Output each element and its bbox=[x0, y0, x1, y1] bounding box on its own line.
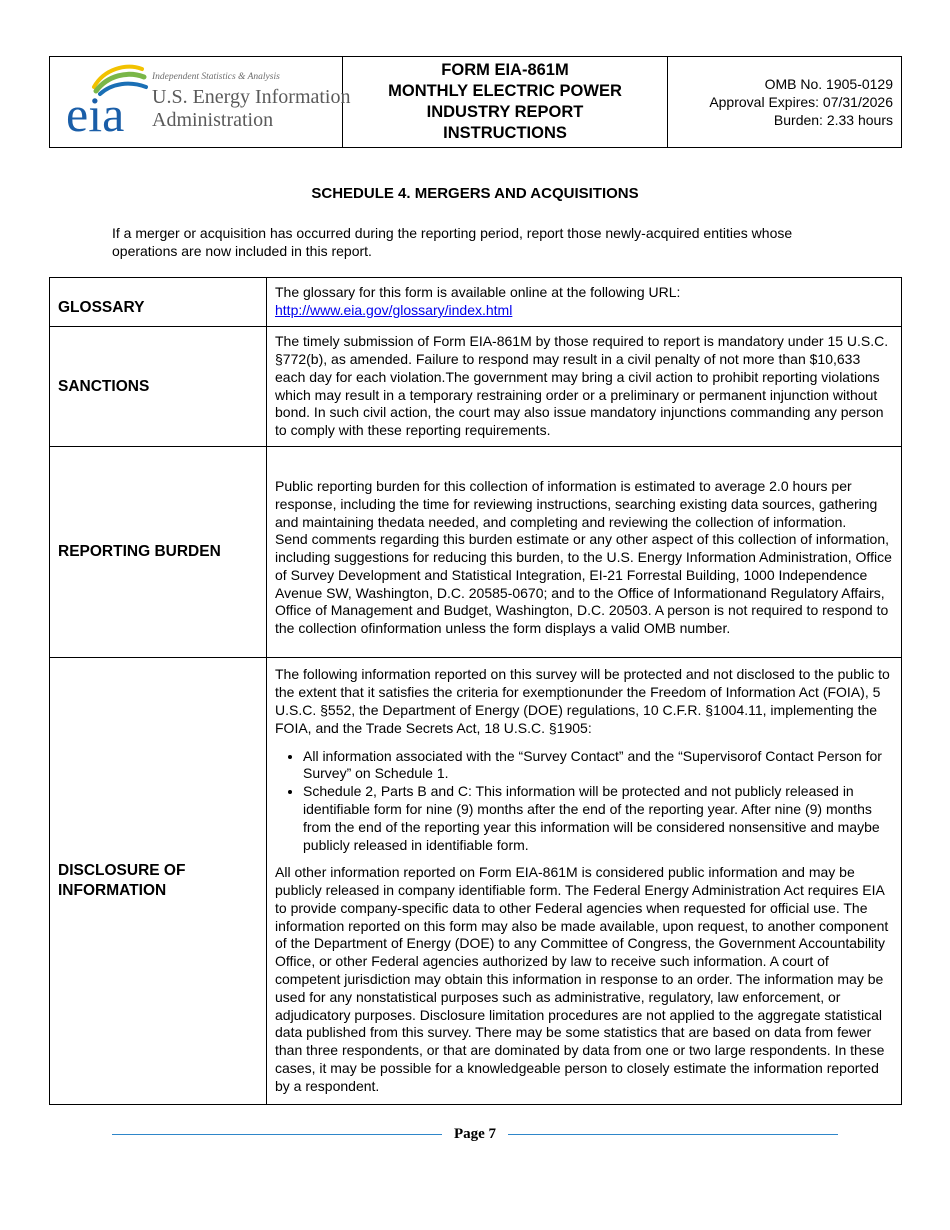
glossary-text: The glossary for this form is available online at the following URL: bbox=[275, 284, 681, 301]
sanctions-cell bbox=[267, 327, 902, 447]
info-table bbox=[49, 277, 902, 1105]
agency-name-line1: U.S. Energy Information bbox=[152, 86, 351, 108]
schedule-description: If a merger or acquisition has occurred during the reporting period, report those newly-acquired entities whose operations are now included in this report. bbox=[112, 225, 793, 259]
logo-text: eia bbox=[66, 86, 125, 142]
glossary-cell bbox=[267, 278, 902, 327]
disclosure-label-line2: INFORMATION bbox=[58, 882, 167, 899]
form-title-line: INDUSTRY REPORT bbox=[426, 103, 584, 121]
schedule-title: SCHEDULE 4. MERGERS AND ACQUISITIONS bbox=[311, 185, 639, 202]
agency-name-line2: Administration bbox=[152, 109, 274, 131]
agency-name bbox=[152, 86, 351, 132]
footer-rule-left bbox=[112, 1134, 442, 1135]
list-item: • All information associated with the “Survey Contact” and the “Supervisorof Contact Person for Survey” on Schedule 1. bbox=[303, 748, 893, 784]
form-header bbox=[49, 56, 902, 148]
reporting-burden-cell bbox=[267, 447, 902, 658]
sanctions-label: SANCTIONS bbox=[50, 327, 267, 447]
form-title-line: FORM EIA-861M bbox=[441, 61, 569, 79]
omb-number: OMB No. 1905-0129 bbox=[764, 76, 893, 92]
table-row-sanctions bbox=[50, 327, 902, 447]
reporting-burden-para1: Public reporting burden for this collection of information is estimated to average 2.0 hours per response, including the time for reviewing instructions, searching existing data sources, gathering and maintaining thedata needed, and completing and reviewing the collection of information. bbox=[275, 477, 878, 530]
table-row-glossary bbox=[50, 278, 902, 327]
burden-hours: Burden: 2.33 hours bbox=[773, 112, 893, 128]
disclosure-cell bbox=[267, 658, 902, 1105]
disclosure-intro: The following information reported on this survey will be protected and not disclosed to the public to the extent that it satisfies the criteria for exemptionunder the Freedom of Information Act (FOIA), 5 U.S.C. §552, the Department of Energy (DOE) regulations, 10 C.F.R. §1004.11, implementing the FOIA, and the Trade Secrets Act, 18 U.S.C. §1905: bbox=[275, 666, 890, 736]
disclosure-bullet-list bbox=[275, 748, 893, 855]
sanctions-text: The timely submission of Form EIA-861M by those required to report is mandatory under 15 U.S.C. §772(b), as amended. Failure to respond may result in a civil penalty of not more than $10,633 each day for each violation.The government may bring a civil action to prohibit reporting violations which may result in a temporary restraining order or a preliminary or permanent injunction without bond. In such civil action, the court may also issue mandatory injunctions commanding any person to comply with these reporting requirements. bbox=[275, 333, 889, 439]
glossary-label: GLOSSARY bbox=[50, 278, 267, 327]
page-footer bbox=[112, 1124, 838, 1144]
table-row-reporting-burden bbox=[50, 447, 902, 658]
form-title-line: MONTHLY ELECTRIC POWER bbox=[388, 82, 622, 100]
eia-logo-icon bbox=[64, 61, 152, 145]
approval-expires: Approval Expires: 07/31/2026 bbox=[709, 94, 893, 110]
disclosure-closing: All other information reported on Form EIA-861M is considered public information and may be publicly released in company identifiable form. The Federal Energy Administration Act requires EIA to provide company-specific data to other Federal agencies when requested for official use. The information reported on this form may also be made available, upon request, to another component of the Department of Energy (DOE) to any Committee of Congress, the Government Accountability Office, or other Federal agencies authorized by law to receive such information. A court of competent jurisdiction may obtain this information in response to an order. The information may be used for any nonstatistical purposes such as administrative, regulatory, law enforcement, or adjudicatory purposes. Disclosure limitation procedures are not applied to the aggregate statistical data published from this survey. There may be some statistics that are based on data from fewer than three respondents, or that are dominated by data from one or two large respondents. In these cases, it may be possible for a knowledgeable person to closely estimate the information reported by a respondent. bbox=[275, 864, 889, 1094]
glossary-link[interactable]: http://www.eia.gov/glossary/index.html bbox=[275, 302, 513, 318]
form-title-line: INSTRUCTIONS bbox=[443, 124, 567, 142]
page-number: Page 7 bbox=[453, 1125, 497, 1142]
disclosure-label-line1: DISCLOSURE OF bbox=[58, 862, 186, 879]
list-item: • Schedule 2, Parts B and C: This information will be protected and not publicly released in identifiable form for nine (9) months after the end of the reporting year. After nine (9) months from the end of the reporting year this information will be considered nonsensitive and maybe publicly released in identifiable form. bbox=[303, 783, 893, 854]
form-title bbox=[343, 57, 668, 147]
omb-info bbox=[668, 57, 901, 147]
disclosure-label bbox=[50, 658, 267, 1105]
table-row-disclosure bbox=[50, 658, 902, 1105]
reporting-burden-para2: Send comments regarding this burden estimate or any other aspect of this collection of information, including suggestions for reducing this burden, to the U.S. Energy Information Administration, Office of Survey Development and Statistical Integration, EI-21 Forrestal Building, 1000 Independence Avenue SW, Washington, D.C. 20585-0670; and to the Office of Informationand Regulatory Affairs, Office of Management and Budget, Washington, D.C. 20503. A person is not required to respond to the collection ofinformation unless the form displays a valid OMB number. bbox=[275, 531, 892, 637]
footer-rule-right bbox=[508, 1134, 838, 1135]
reporting-burden-label: REPORTING BURDEN bbox=[50, 447, 267, 658]
eia-logo-block bbox=[50, 57, 351, 147]
logo-tagline: Independent Statistics & Analysis bbox=[152, 72, 280, 82]
